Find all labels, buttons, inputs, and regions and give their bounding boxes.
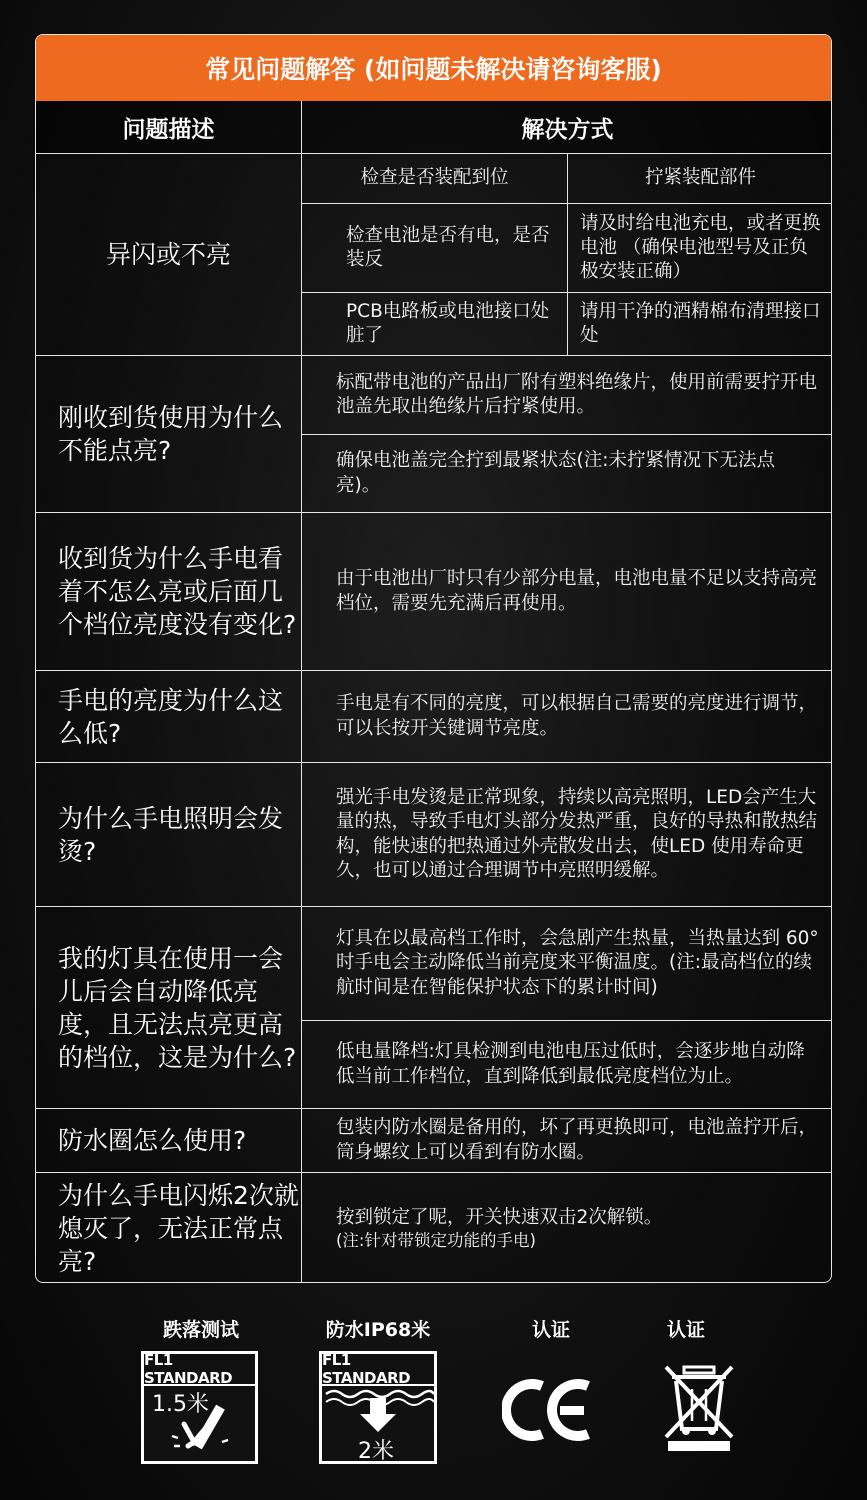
faq6-answer-2: 低电量降档:灯具检测到电池电压过低时，会逐步地自动降低当前工作档位，直到降低到最低亮度档位为止。: [302, 1021, 832, 1109]
faq6-answer-1: 灯具在以最高档工作时，会急剧产生热量，当热量达到 60°时手电会主动降低当前亮度来平衡温度。(注:最高档位的续航时间是在智能保护状态下的累计时间): [302, 907, 832, 1021]
drop-icon: [144, 1384, 255, 1461]
faq4-answer: 手电是有不同的亮度，可以根据自己需要的亮度进行调节，可以长按开关键调节亮度。: [302, 671, 832, 763]
ce-cert-label: 认证: [531, 1319, 570, 1341]
drop-test-label: 跌落测试: [162, 1319, 239, 1341]
faq5-question: 为什么手电照明会发烫?: [36, 763, 302, 907]
faq4-question: 手电的亮度为什么这么低?: [36, 671, 302, 763]
faq8-answer: [302, 1173, 832, 1283]
weee-cert-label: 认证: [666, 1319, 705, 1341]
faq1-check-2: 检查电池是否有电，是否装反: [302, 204, 568, 293]
ce-mark-icon: [502, 1378, 594, 1442]
waterproof-badge-title: FL1 STANDARD: [322, 1354, 434, 1386]
faq8-answer-line1: 按到锁定了呢，开关快速双击2次解锁。: [336, 1206, 663, 1228]
faq3-answer: 由于电池出厂时只有少部分电量，电池电量不足以支持高亮档位，需要先充满后再使用。: [302, 513, 832, 671]
faq1-question: 异闪或不亮: [36, 154, 302, 356]
faq1-fix-3: 请用干净的酒精棉布清理接口处: [568, 293, 832, 356]
faq7-question: 防水圈怎么使用?: [36, 1109, 302, 1173]
faq-title: 常见问题解答 (如问题未解决请咨询客服): [36, 35, 831, 101]
header-solution: 解决方式: [302, 101, 832, 154]
drop-test-badge: [141, 1351, 258, 1464]
waterproof-label: 防水IP68米: [325, 1319, 431, 1341]
waterproof-badge: [319, 1351, 437, 1464]
faq8-answer-line2: (注:针对带锁定功能的手电): [336, 1230, 536, 1250]
water-wave-icon: [322, 1384, 434, 1434]
faq1-fix-1: 拧紧装配部件: [568, 154, 832, 204]
faq3-question: 收到货为什么手电看着不怎么亮或后面几个档位亮度没有变化?: [36, 513, 302, 671]
faq2-question: 刚收到货使用为什么不能点亮?: [36, 356, 302, 513]
faq6-question: 我的灯具在使用一会儿后会自动降低亮度，且无法点亮更高的档位，这是为什么?: [36, 907, 302, 1109]
faq8-question: 为什么手电闪烁2次就熄灭了，无法正常点亮?: [36, 1173, 302, 1283]
drop-test-value: 1.5米: [152, 1392, 209, 1417]
weee-bin-icon: [662, 1363, 736, 1455]
faq-panel: [35, 34, 832, 1283]
faq2-answer-2: 确保电池盖完全拧到最紧状态(注:未拧紧情况下无法点亮)。: [302, 435, 832, 513]
faq2-answer-1: 标配带电池的产品出厂附有塑料绝缘片，使用前需要拧开电池盖先取出绝缘片后拧紧使用。: [302, 356, 832, 435]
faq7-answer: 包装内防水圈是备用的，坏了再更换即可，电池盖拧开后，筒身螺纹上可以看到有防水圈。: [302, 1109, 832, 1173]
faq1-fix-2: 请及时给电池充电，或者更换电池 （确保电池型号及正负极安装正确）: [568, 204, 832, 293]
waterproof-value: 2米: [358, 1439, 394, 1464]
drop-test-badge-title: FL1 STANDARD: [144, 1354, 255, 1386]
faq1-check-1: 检查是否装配到位: [302, 154, 568, 204]
faq1-check-3: PCB电路板或电池接口处脏了: [302, 293, 568, 356]
header-question: 问题描述: [36, 101, 302, 154]
faq5-answer: 强光手电发烫是正常现象，持续以高亮照明，LED会产生大量的热，导致手电灯头部分发热严重，良好的导热和散热结构，能快速的把热通过外壳散发出去，使LED 使用寿命更久，也可以通过合理调节中亮照明缓解。: [302, 763, 832, 907]
